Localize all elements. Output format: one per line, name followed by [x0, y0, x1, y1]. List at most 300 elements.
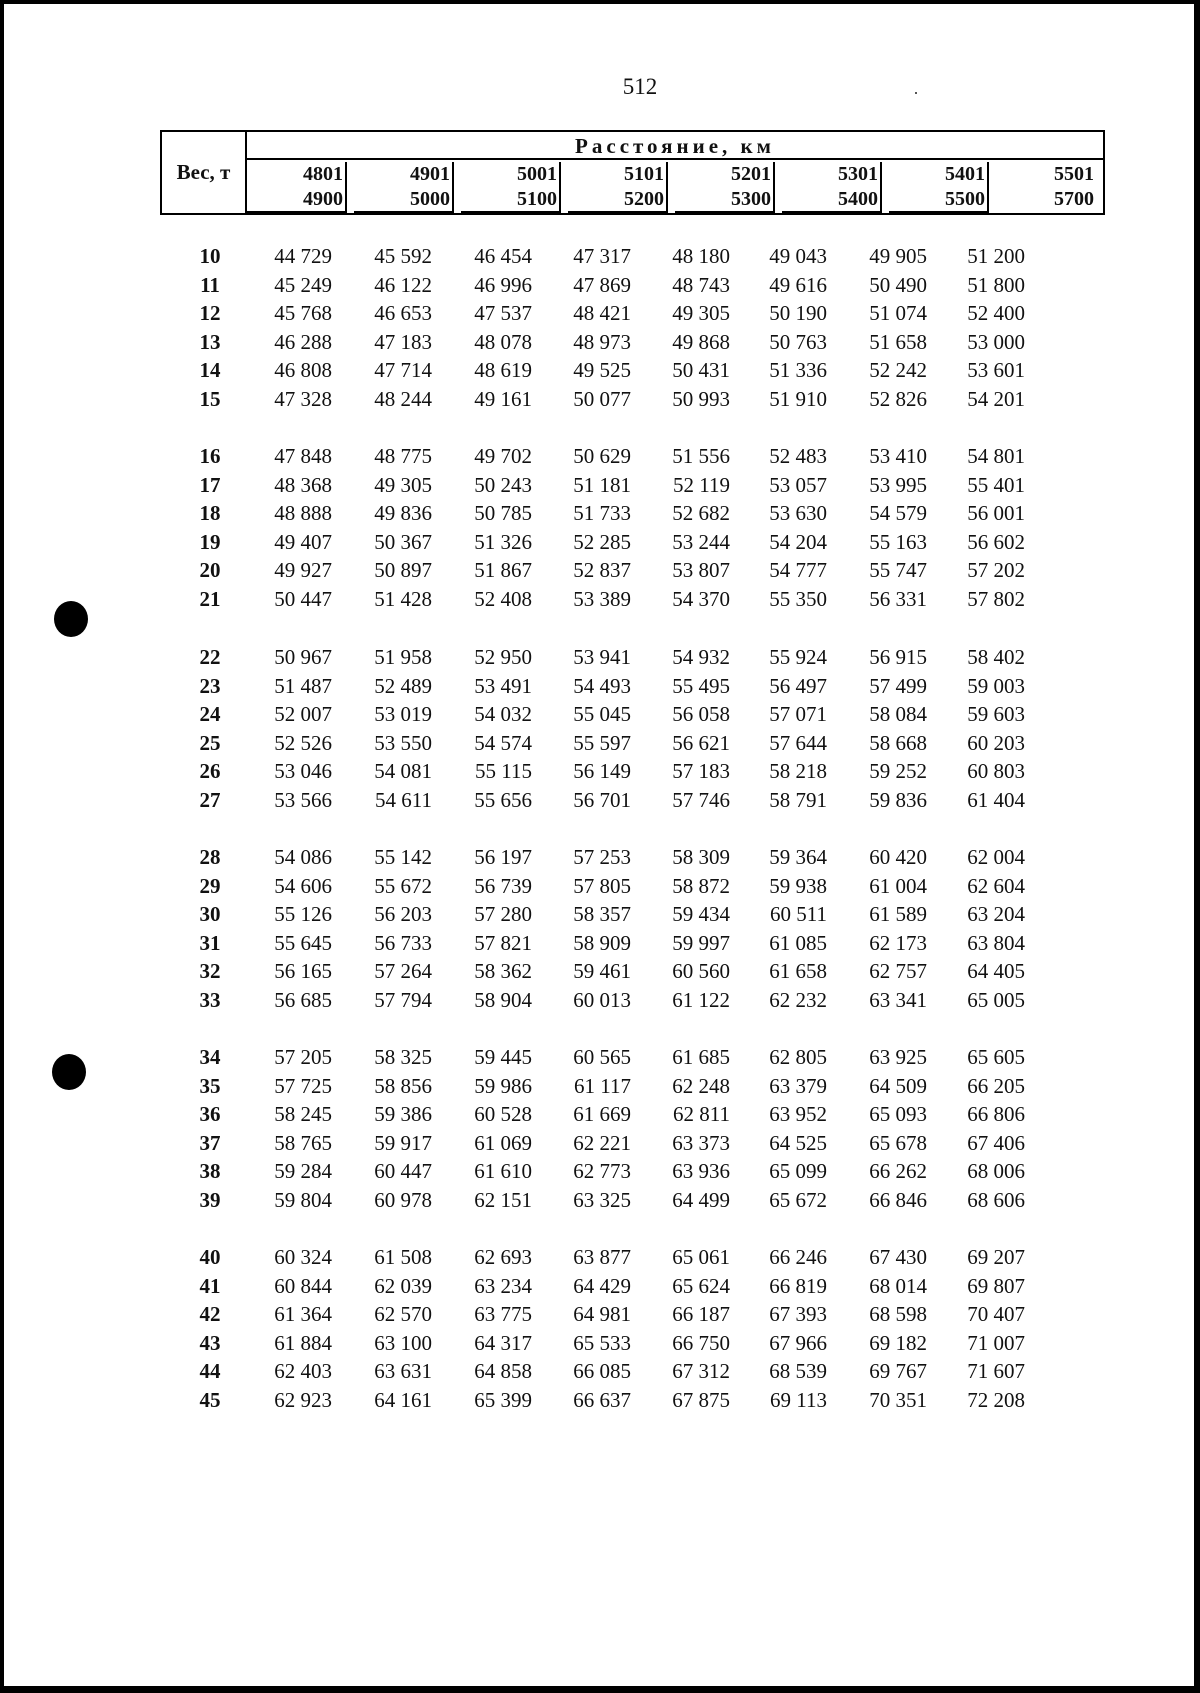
value-cell: 51 910 [769, 387, 827, 411]
value-cell: 52 950 [474, 645, 532, 669]
value-cell: 52 837 [573, 558, 631, 582]
value-cell: 56 165 [274, 959, 332, 983]
value-cell: 61 004 [869, 874, 927, 898]
value-cell: 55 126 [274, 902, 332, 926]
value-cell: 58 904 [474, 988, 532, 1012]
value-cell: 47 537 [474, 301, 532, 325]
value-cell: 61 404 [967, 788, 1025, 812]
value-cell: 56 149 [573, 759, 631, 783]
value-cell: 59 986 [474, 1074, 532, 1098]
table-row [160, 1388, 1105, 1414]
range-to: 5300 [731, 188, 771, 210]
page-number: 512 [622, 74, 658, 99]
value-cell: 46 653 [374, 301, 432, 325]
value-cell: 61 364 [274, 1302, 332, 1326]
value-cell: 55 350 [769, 587, 827, 611]
range-to: 5700 [1054, 188, 1094, 210]
value-cell: 57 746 [672, 788, 730, 812]
table-row [160, 1074, 1105, 1100]
value-cell: 53 046 [274, 759, 332, 783]
value-cell: 63 952 [769, 1102, 827, 1126]
value-cell: 50 897 [374, 558, 432, 582]
value-cell: 66 806 [967, 1102, 1025, 1126]
value-cell: 58 668 [869, 731, 927, 755]
table-row [160, 330, 1105, 356]
value-cell: 65 624 [672, 1274, 730, 1298]
value-cell: 63 631 [374, 1359, 432, 1383]
value-cell: 65 399 [474, 1388, 532, 1412]
value-cell: 54 777 [769, 558, 827, 582]
value-cell: 49 905 [869, 244, 927, 268]
value-cell: 60 560 [672, 959, 730, 983]
value-cell: 58 765 [274, 1131, 332, 1155]
value-cell: 49 927 [274, 558, 332, 582]
weight-cell: 44 [199, 1359, 221, 1383]
value-cell: 50 490 [869, 273, 927, 297]
value-cell: 63 925 [869, 1045, 927, 1069]
value-cell: 54 574 [474, 731, 532, 755]
value-cell: 51 326 [474, 530, 532, 554]
value-cell: 69 767 [869, 1359, 927, 1383]
value-cell: 60 528 [474, 1102, 532, 1126]
value-cell: 65 605 [967, 1045, 1025, 1069]
value-cell: 48 368 [274, 473, 332, 497]
weight-cell: 25 [199, 731, 221, 755]
value-cell: 59 386 [374, 1102, 432, 1126]
value-cell: 53 000 [967, 330, 1025, 354]
table-row [160, 501, 1105, 527]
value-cell: 45 592 [374, 244, 432, 268]
value-cell: 46 808 [274, 358, 332, 382]
value-cell: 55 045 [573, 702, 631, 726]
table-row [160, 558, 1105, 584]
value-cell: 47 869 [573, 273, 631, 297]
value-cell: 56 001 [967, 501, 1025, 525]
value-cell: 63 341 [869, 988, 927, 1012]
value-cell: 47 714 [374, 358, 432, 382]
value-cell: 58 402 [967, 645, 1025, 669]
value-cell: 60 844 [274, 1274, 332, 1298]
weight-cell: 21 [199, 587, 221, 611]
punch-hole [52, 1054, 86, 1090]
value-cell: 62 757 [869, 959, 927, 983]
table-row [160, 444, 1105, 470]
value-cell: 52 242 [869, 358, 927, 382]
value-cell: 58 357 [573, 902, 631, 926]
table-row [160, 273, 1105, 299]
value-cell: 58 909 [573, 931, 631, 955]
value-cell: 50 431 [672, 358, 730, 382]
value-cell: 59 003 [967, 674, 1025, 698]
value-cell: 52 408 [474, 587, 532, 611]
value-cell: 47 183 [374, 330, 432, 354]
value-cell: 54 579 [869, 501, 927, 525]
weight-cell: 31 [199, 931, 221, 955]
table-row [160, 1045, 1105, 1071]
table-row [160, 674, 1105, 700]
value-cell: 48 973 [573, 330, 631, 354]
range-header-2 [461, 162, 561, 213]
table-row [160, 301, 1105, 327]
value-cell: 69 207 [967, 1245, 1025, 1269]
weight-cell: 43 [199, 1331, 221, 1355]
value-cell: 51 658 [869, 330, 927, 354]
value-cell: 53 995 [869, 473, 927, 497]
value-cell: 61 508 [374, 1245, 432, 1269]
value-cell: 61 685 [672, 1045, 730, 1069]
value-cell: 64 499 [672, 1188, 730, 1212]
value-cell: 66 187 [672, 1302, 730, 1326]
range-from: 5501 [1054, 163, 1094, 185]
value-cell: 49 161 [474, 387, 532, 411]
value-cell: 51 200 [967, 244, 1025, 268]
value-cell: 55 163 [869, 530, 927, 554]
table-row [160, 530, 1105, 556]
weight-cell: 24 [199, 702, 221, 726]
value-cell: 51 958 [374, 645, 432, 669]
scan-border-right [1194, 0, 1200, 1693]
value-cell: 65 678 [869, 1131, 927, 1155]
value-cell: 57 183 [672, 759, 730, 783]
range-header-6 [889, 162, 989, 213]
value-cell: 55 672 [374, 874, 432, 898]
value-cell: 52 483 [769, 444, 827, 468]
value-cell: 62 604 [967, 874, 1025, 898]
value-cell: 65 093 [869, 1102, 927, 1126]
value-cell: 62 693 [474, 1245, 532, 1269]
value-cell: 68 606 [967, 1188, 1025, 1212]
value-cell: 53 491 [474, 674, 532, 698]
table-row [160, 1159, 1105, 1185]
value-cell: 46 288 [274, 330, 332, 354]
value-cell: 63 804 [967, 931, 1025, 955]
table-row [160, 1188, 1105, 1214]
range-to: 4900 [303, 188, 343, 210]
value-cell: 63 379 [769, 1074, 827, 1098]
range-from: 5201 [731, 163, 771, 185]
range-header-0 [247, 162, 347, 213]
value-cell: 61 117 [574, 1074, 631, 1098]
value-cell: 61 069 [474, 1131, 532, 1155]
value-cell: 56 197 [474, 845, 532, 869]
table-row [160, 845, 1105, 871]
weight-cell: 27 [199, 788, 221, 812]
value-cell: 60 013 [573, 988, 631, 1012]
range-to: 5200 [624, 188, 664, 210]
value-cell: 58 245 [274, 1102, 332, 1126]
weight-cell: 15 [199, 387, 221, 411]
range-header-5 [782, 162, 882, 213]
value-cell: 72 208 [967, 1388, 1025, 1412]
value-cell: 62 151 [474, 1188, 532, 1212]
value-cell: 65 005 [967, 988, 1025, 1012]
value-cell: 58 309 [672, 845, 730, 869]
value-cell: 55 656 [474, 788, 532, 812]
table-row [160, 1131, 1105, 1157]
value-cell: 53 566 [274, 788, 332, 812]
value-cell: 65 099 [769, 1159, 827, 1183]
value-cell: 63 234 [474, 1274, 532, 1298]
weight-cell: 41 [199, 1274, 221, 1298]
value-cell: 63 100 [374, 1331, 432, 1355]
value-cell: 57 499 [869, 674, 927, 698]
table-row [160, 1274, 1105, 1300]
weight-cell: 33 [199, 988, 221, 1012]
scan-border-top [0, 0, 1200, 4]
value-cell: 49 305 [672, 301, 730, 325]
value-cell: 65 672 [769, 1188, 827, 1212]
range-from: 5101 [624, 163, 664, 185]
table-row [160, 788, 1105, 814]
weight-cell: 32 [199, 959, 221, 983]
value-cell: 56 739 [474, 874, 532, 898]
value-cell: 53 389 [573, 587, 631, 611]
value-cell: 52 285 [573, 530, 631, 554]
weight-cell: 36 [199, 1102, 221, 1126]
value-cell: 61 669 [573, 1102, 631, 1126]
value-cell: 57 280 [474, 902, 532, 926]
range-to: 5400 [838, 188, 878, 210]
weight-cell: 30 [199, 902, 221, 926]
value-cell: 65 061 [672, 1245, 730, 1269]
weight-cell: 22 [199, 645, 221, 669]
value-cell: 51 800 [967, 273, 1025, 297]
value-cell: 48 421 [573, 301, 631, 325]
value-cell: 50 967 [274, 645, 332, 669]
value-cell: 57 264 [374, 959, 432, 983]
table-row [160, 874, 1105, 900]
value-cell: 67 393 [769, 1302, 827, 1326]
value-cell: 50 629 [573, 444, 631, 468]
value-cell: 63 204 [967, 902, 1025, 926]
value-cell: 63 373 [672, 1131, 730, 1155]
value-cell: 57 253 [573, 845, 631, 869]
value-cell: 70 351 [869, 1388, 927, 1412]
table-row [160, 358, 1105, 384]
value-cell: 62 805 [769, 1045, 827, 1069]
value-cell: 67 875 [672, 1388, 730, 1412]
value-cell: 53 807 [672, 558, 730, 582]
weight-cell: 19 [199, 530, 221, 554]
value-cell: 60 565 [573, 1045, 631, 1069]
value-cell: 61 085 [769, 931, 827, 955]
value-cell: 55 401 [967, 473, 1025, 497]
value-cell: 53 057 [769, 473, 827, 497]
value-cell: 63 877 [573, 1245, 631, 1269]
value-cell: 60 511 [770, 902, 827, 926]
value-cell: 49 305 [374, 473, 432, 497]
value-cell: 53 244 [672, 530, 730, 554]
value-cell: 49 702 [474, 444, 532, 468]
value-cell: 62 248 [672, 1074, 730, 1098]
range-to: 5100 [517, 188, 557, 210]
value-cell: 66 085 [573, 1359, 631, 1383]
value-cell: 54 932 [672, 645, 730, 669]
value-cell: 48 888 [274, 501, 332, 525]
weight-cell: 37 [199, 1131, 221, 1155]
value-cell: 62 923 [274, 1388, 332, 1412]
value-cell: 69 182 [869, 1331, 927, 1355]
value-cell: 57 821 [474, 931, 532, 955]
weight-cell: 17 [199, 473, 221, 497]
value-cell: 57 205 [274, 1045, 332, 1069]
value-cell: 55 115 [475, 759, 532, 783]
value-cell: 54 606 [274, 874, 332, 898]
value-cell: 64 161 [374, 1388, 432, 1412]
value-cell: 71 607 [967, 1359, 1025, 1383]
range-header-7 [1006, 162, 1096, 213]
value-cell: 63 325 [573, 1188, 631, 1212]
table-row [160, 1302, 1105, 1328]
value-cell: 56 203 [374, 902, 432, 926]
value-cell: 52 826 [869, 387, 927, 411]
weight-column-header: Вес, т [162, 132, 247, 213]
value-cell: 56 058 [672, 702, 730, 726]
value-cell: 62 039 [374, 1274, 432, 1298]
table-row [160, 931, 1105, 957]
value-cell: 55 495 [672, 674, 730, 698]
value-cell: 46 454 [474, 244, 532, 268]
value-cell: 56 331 [869, 587, 927, 611]
value-cell: 58 872 [672, 874, 730, 898]
value-cell: 64 429 [573, 1274, 631, 1298]
table-row [160, 702, 1105, 728]
value-cell: 64 405 [967, 959, 1025, 983]
value-cell: 54 204 [769, 530, 827, 554]
table-row [160, 244, 1105, 270]
value-cell: 59 603 [967, 702, 1025, 726]
value-cell: 56 621 [672, 731, 730, 755]
value-cell: 59 997 [672, 931, 730, 955]
value-cell: 60 324 [274, 1245, 332, 1269]
table-row [160, 1331, 1105, 1357]
value-cell: 58 218 [769, 759, 827, 783]
value-cell: 44 729 [274, 244, 332, 268]
value-cell: 67 966 [769, 1331, 827, 1355]
value-cell: 60 978 [374, 1188, 432, 1212]
table-row [160, 1359, 1105, 1385]
value-cell: 49 043 [769, 244, 827, 268]
weight-cell: 26 [199, 759, 221, 783]
range-from: 5401 [945, 163, 985, 185]
value-cell: 68 014 [869, 1274, 927, 1298]
value-cell: 60 203 [967, 731, 1025, 755]
table-row [160, 731, 1105, 757]
value-cell: 56 701 [573, 788, 631, 812]
value-cell: 61 884 [274, 1331, 332, 1355]
value-cell: 62 570 [374, 1302, 432, 1326]
value-cell: 62 004 [967, 845, 1025, 869]
value-cell: 65 533 [573, 1331, 631, 1355]
value-cell: 49 616 [769, 273, 827, 297]
value-cell: 54 032 [474, 702, 532, 726]
value-cell: 55 747 [869, 558, 927, 582]
table-row [160, 759, 1105, 785]
weight-cell: 45 [199, 1388, 221, 1412]
value-cell: 63 936 [672, 1159, 730, 1183]
distance-title: Расстояние, км [247, 132, 1103, 160]
value-cell: 57 725 [274, 1074, 332, 1098]
value-cell: 53 550 [374, 731, 432, 755]
value-cell: 49 868 [672, 330, 730, 354]
value-cell: 49 407 [274, 530, 332, 554]
value-cell: 56 602 [967, 530, 1025, 554]
value-cell: 66 846 [869, 1188, 927, 1212]
value-cell: 64 317 [474, 1331, 532, 1355]
value-cell: 58 362 [474, 959, 532, 983]
table-header [160, 130, 1105, 215]
value-cell: 50 447 [274, 587, 332, 611]
value-cell: 63 775 [474, 1302, 532, 1326]
value-cell: 64 509 [869, 1074, 927, 1098]
table-row [160, 473, 1105, 499]
value-cell: 45 768 [274, 301, 332, 325]
value-cell: 64 858 [474, 1359, 532, 1383]
value-cell: 62 221 [573, 1131, 631, 1155]
value-cell: 59 938 [769, 874, 827, 898]
value-cell: 62 403 [274, 1359, 332, 1383]
value-cell: 60 803 [967, 759, 1025, 783]
value-cell: 57 805 [573, 874, 631, 898]
value-cell: 50 785 [474, 501, 532, 525]
value-cell: 56 733 [374, 931, 432, 955]
range-header-3 [568, 162, 668, 213]
value-cell: 50 077 [573, 387, 631, 411]
value-cell: 55 597 [573, 731, 631, 755]
value-cell: 56 497 [769, 674, 827, 698]
value-cell: 66 750 [672, 1331, 730, 1355]
weight-cell: 13 [199, 330, 221, 354]
weight-cell: 14 [199, 358, 221, 382]
scan-border-bottom [0, 1686, 1200, 1693]
value-cell: 47 328 [274, 387, 332, 411]
value-cell: 60 420 [869, 845, 927, 869]
table-row [160, 387, 1105, 413]
value-cell: 66 637 [573, 1388, 631, 1412]
value-cell: 58 325 [374, 1045, 432, 1069]
value-cell: 62 173 [869, 931, 927, 955]
weight-cell: 16 [199, 444, 221, 468]
weight-cell: 42 [199, 1302, 221, 1326]
value-cell: 45 249 [274, 273, 332, 297]
value-cell: 64 525 [769, 1131, 827, 1155]
value-cell: 59 836 [869, 788, 927, 812]
value-cell: 53 601 [967, 358, 1025, 382]
value-cell: 58 084 [869, 702, 927, 726]
value-cell: 54 801 [967, 444, 1025, 468]
value-cell: 51 428 [374, 587, 432, 611]
weight-cell: 35 [199, 1074, 221, 1098]
table-row [160, 902, 1105, 928]
value-cell: 52 489 [374, 674, 432, 698]
value-cell: 67 406 [967, 1131, 1025, 1155]
value-cell: 70 407 [967, 1302, 1025, 1326]
value-cell: 51 733 [573, 501, 631, 525]
value-cell: 50 243 [474, 473, 532, 497]
table-row [160, 587, 1105, 613]
value-cell: 55 142 [374, 845, 432, 869]
value-cell: 68 006 [967, 1159, 1025, 1183]
value-cell: 53 630 [769, 501, 827, 525]
value-cell: 61 658 [769, 959, 827, 983]
value-cell: 66 819 [769, 1274, 827, 1298]
value-cell: 56 685 [274, 988, 332, 1012]
value-cell: 71 007 [967, 1331, 1025, 1355]
value-cell: 57 071 [769, 702, 827, 726]
range-to: 5000 [410, 188, 450, 210]
value-cell: 54 086 [274, 845, 332, 869]
value-cell: 48 078 [474, 330, 532, 354]
